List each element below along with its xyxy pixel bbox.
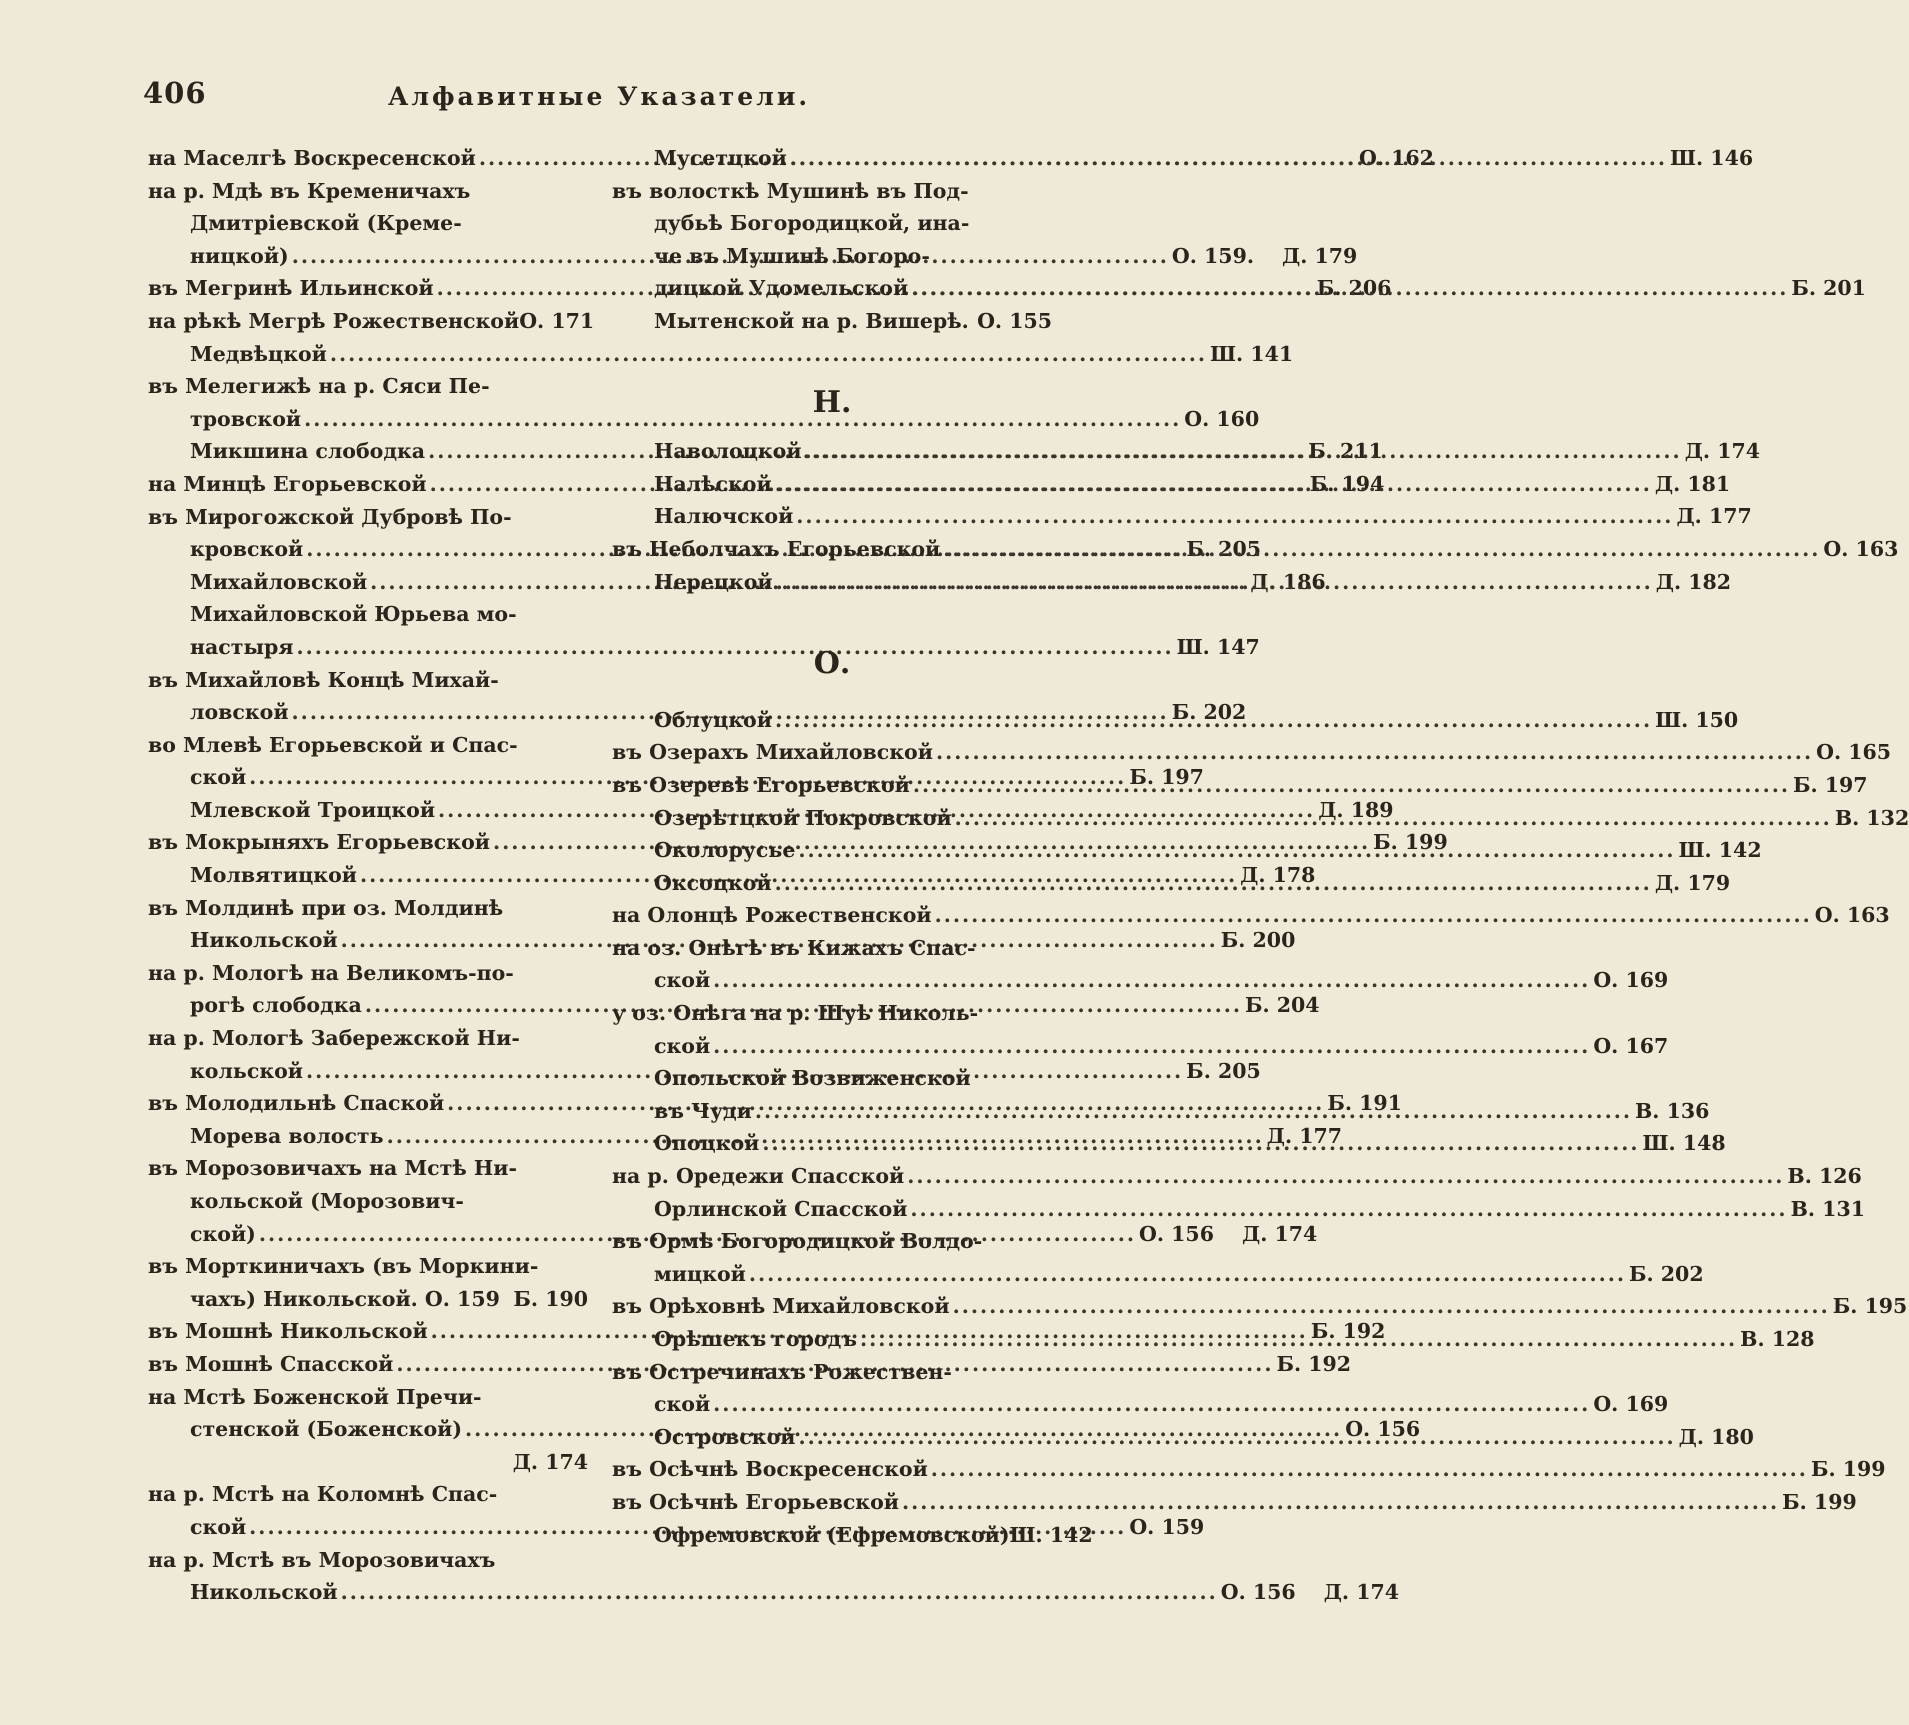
entry-text: ской <box>190 765 247 790</box>
dot-leader <box>755 1095 1632 1128</box>
dot-leader <box>790 142 1667 175</box>
entry-text: Морева волость <box>190 1123 384 1148</box>
entry-text: на р. Оредежи Спасской <box>612 1164 905 1189</box>
dot-leader <box>911 272 1788 305</box>
index-entry <box>612 1030 1669 1063</box>
entry-text: въ Мошнѣ Никольской <box>148 1319 428 1344</box>
index-entry <box>612 1519 1093 1552</box>
index-entry <box>148 338 1294 371</box>
entry-text: въ Орѣховнѣ Михайловской <box>612 1294 950 1319</box>
entry-text: Мытенской на р. Вишерѣ. <box>654 308 969 333</box>
entry-text: Михайловской Юрьева мо- <box>190 602 517 627</box>
entry-reference: В. 136 <box>1634 1098 1710 1123</box>
entry-text: въ Озерахъ Михайловской <box>612 740 933 765</box>
index-entry <box>148 957 588 990</box>
index-entry <box>612 1225 1052 1258</box>
entry-reference: Д. 178 <box>1240 863 1316 888</box>
entry-text: на Маселгѣ Воскресенской <box>148 146 476 170</box>
entry-reference-secondary: О. 159. <box>1171 243 1254 268</box>
index-entry <box>148 1250 588 1283</box>
index-entry <box>148 1185 588 1218</box>
entry-text: въ Осѣчнѣ Егорьевской <box>612 1489 899 1514</box>
dot-leader <box>749 1258 1626 1291</box>
dot-leader <box>943 533 1820 566</box>
entry-text: Никольской <box>190 1580 338 1605</box>
running-head: Алфавитные Указатели. <box>388 82 811 111</box>
dot-leader <box>860 1323 1737 1356</box>
entry-reference: Д. 174 <box>1241 1221 1318 1246</box>
entry-reference: О. 165 <box>1816 740 1892 765</box>
entry-text: Околорусье <box>654 838 796 863</box>
entry-text: на Минцѣ Егорьевской <box>148 471 427 496</box>
entry-text: въ Молодильнѣ Спаской <box>148 1091 445 1116</box>
entry-text: ской) <box>190 1221 256 1246</box>
entry-reference: Б. 197 <box>1129 765 1204 790</box>
entry-text: ской <box>190 1514 247 1539</box>
entry-text: на Мстѣ Боженской Пречи- <box>148 1384 482 1409</box>
entry-reference: Ш. 147 <box>1176 634 1260 659</box>
entry-reference: В. 126 <box>1787 1164 1862 1189</box>
entry-reference: Д. 177 <box>1676 504 1752 529</box>
entry-reference: В. 131 <box>1790 1196 1865 1221</box>
entry-text: Офремовской (Ефремовской) <box>654 1522 1010 1547</box>
index-entry <box>612 207 1052 240</box>
entry-text: Наволоцкой <box>654 439 802 464</box>
entry-text: Микшина слободка <box>190 439 426 464</box>
index-entry <box>148 207 588 240</box>
dot-leader <box>913 769 1790 802</box>
entry-reference-secondary: О. 156 <box>1220 1580 1296 1605</box>
entry-text: въ Неболчахъ Егорьевской <box>612 536 941 561</box>
index-entry <box>612 1356 1052 1389</box>
entry-reference: О. 156 <box>1345 1417 1421 1442</box>
entry-text: Михайловской <box>190 569 368 594</box>
dot-leader <box>776 566 1653 599</box>
entry-reference: В. 128 <box>1740 1327 1815 1351</box>
entry-reference: Д. 179 <box>1654 870 1731 895</box>
entry-reference: Д. 180 <box>1678 1424 1754 1449</box>
entry-text: Озерѣтцкой Покровской <box>654 805 952 830</box>
entry-text: въ Михайловѣ Концѣ Михай- <box>148 667 499 692</box>
dot-leader <box>775 704 1652 737</box>
entry-reference: Ш. 150 <box>1655 707 1739 732</box>
entry-reference: О. 163 <box>1823 536 1899 561</box>
entry-reference: Д. 177 <box>1266 1123 1343 1148</box>
entry-text: Опоцкой <box>654 1131 760 1156</box>
entry-text: Налѣской <box>654 471 772 496</box>
entry-text: Опольской Возвиженской <box>654 1066 971 1091</box>
entry-reference: Ш. 146 <box>1670 146 1754 170</box>
entry-text: Нерецкой <box>654 569 773 594</box>
dot-leader <box>805 435 1682 468</box>
entry-reference: Д. 189 <box>1318 797 1394 822</box>
entry-text: дицкой Удомельской <box>654 276 909 301</box>
index-entry <box>148 1478 588 1511</box>
index-entry <box>612 500 1752 533</box>
entry-reference: Ш. 142 <box>1678 838 1762 863</box>
entry-text: мицкой <box>654 1261 746 1286</box>
entry-reference: Б. 211 <box>1308 439 1383 464</box>
entry-text: на Олонцѣ Рожественской <box>612 903 932 928</box>
index-entry <box>612 769 1868 802</box>
entry-reference: О. 169 <box>1593 968 1669 993</box>
entry-reference: Д. 174 <box>1684 439 1760 464</box>
entry-text: Дмитріевской (Креме- <box>190 211 462 236</box>
entry-text: въ волосткѣ Мушинѣ въ Под- <box>612 178 969 203</box>
dot-leader <box>713 964 1590 997</box>
dot-leader <box>762 1127 1639 1160</box>
entry-text: на р. Мдѣ въ Кременичахъ <box>148 178 471 203</box>
entry-reference: Д. 182 <box>1655 569 1732 594</box>
dot-leader <box>796 500 1673 533</box>
entry-text: ской <box>654 1033 711 1058</box>
dot-leader <box>907 1160 1784 1193</box>
entry-reference: Б. 205 <box>1186 537 1261 562</box>
entry-reference: Б. 204 <box>1244 993 1320 1018</box>
entry-reference: Б. 206 <box>1316 276 1392 301</box>
entry-text: Млевской Троицкой <box>190 797 436 822</box>
index-entry <box>612 899 1890 932</box>
dot-leader <box>713 1030 1590 1063</box>
entry-reference-secondary: О. 156 <box>1139 1221 1214 1246</box>
entry-reference: Д. 179 <box>1281 243 1358 268</box>
index-entry <box>148 1381 588 1414</box>
entry-reference: Б. 197 <box>1792 772 1868 797</box>
dot-leader <box>902 1486 1779 1519</box>
entry-reference: Б. 199 <box>1810 1457 1886 1482</box>
index-entry <box>612 1193 1865 1226</box>
index-entry <box>148 1544 588 1577</box>
section-letter-n: Н. <box>812 385 852 421</box>
index-entry <box>612 736 1892 769</box>
entry-reference: Б. 205 <box>1186 1058 1261 1083</box>
entry-reference: Д. 174 <box>1323 1580 1399 1605</box>
entry-text: въ Молдинѣ при оз. Молдинѣ <box>148 895 504 920</box>
entry-reference: О. 155 <box>977 308 1052 333</box>
index-entry <box>148 370 588 403</box>
entry-text: на р. Мстѣ въ Морозовичахъ <box>148 1547 496 1572</box>
entry-text: въ Морозовичахъ на Мстѣ Ни- <box>148 1156 517 1181</box>
index-entry <box>148 175 588 208</box>
index-entry <box>612 1290 1908 1323</box>
dot-leader <box>341 1576 1218 1609</box>
dot-leader <box>936 736 1813 769</box>
entry-text: Орѣшекъ городъ <box>654 1327 857 1351</box>
entry-text: въ Мирогожской Дубровѣ По- <box>148 504 512 529</box>
entry-text: въ Морткиничахъ (въ Моркини- <box>148 1254 539 1279</box>
index-entry <box>612 240 1052 273</box>
entry-text: чахъ) Никольской. О. 159 <box>190 1286 500 1311</box>
entry-text: кольской <box>190 1058 304 1083</box>
entry-reference: О. 171 <box>519 308 595 333</box>
index-entry <box>612 1453 1886 1486</box>
entry-text: въ Мошнѣ Спасской <box>148 1351 394 1376</box>
index-entry <box>612 1486 1857 1519</box>
entry-reference: Б. 200 <box>1220 928 1296 953</box>
entry-reference: О. 160 <box>1184 406 1260 431</box>
entry-reference: О. 162 <box>1359 146 1434 170</box>
entry-text: кольской (Морозович- <box>190 1189 464 1213</box>
entry-text: въ Чуди <box>654 1098 752 1123</box>
index-entry <box>612 1062 1052 1095</box>
index-entry <box>612 175 1052 208</box>
dot-leader <box>775 867 1652 900</box>
entry-text: Оксоцкой <box>654 870 772 895</box>
entry-text: стенской (Боженской) <box>190 1417 463 1442</box>
index-entry <box>612 1258 1704 1291</box>
entry-reference: Д. 174 <box>512 1449 588 1474</box>
entry-reference: О. 167 <box>1593 1033 1669 1058</box>
entry-text: кровской <box>190 537 304 562</box>
entry-text: въ Ормѣ Богородицкой Волдо- <box>612 1229 983 1254</box>
index-entry <box>148 403 1260 436</box>
entry-text: Орлинской Спасской <box>654 1196 908 1221</box>
entry-reference: Ш. 141 <box>1210 341 1294 366</box>
entry-text: въ Мокрыняхъ Егорьевской <box>148 830 490 855</box>
entry-reference: Д. 186 <box>1250 569 1326 594</box>
entry-text: Мусетцкой <box>654 146 787 170</box>
entry-reference: Б. 190 <box>513 1286 588 1311</box>
entry-reference: Б. 201 <box>1791 276 1866 301</box>
index-entry <box>612 997 1052 1030</box>
page-number: 406 <box>143 76 207 110</box>
dot-leader <box>910 1193 1787 1226</box>
index-entry <box>612 964 1669 997</box>
entry-text: у оз. Онѣга на р. Шуѣ Николь- <box>612 1001 979 1026</box>
entry-text: Облуцкой <box>654 707 772 732</box>
entry-text: ской <box>654 968 711 993</box>
index-entry <box>148 305 595 338</box>
entry-text: ской <box>654 1392 711 1417</box>
entry-reference: Б. 192 <box>1276 1351 1352 1376</box>
entry-text: въ Мелегижѣ на р. Сяси Пе- <box>148 374 490 399</box>
index-entry <box>148 664 588 697</box>
entry-text: на оз. Онѣгѣ въ Кижахъ Спас- <box>612 935 976 960</box>
index-entry <box>148 1152 588 1185</box>
entry-reference: Б. 199 <box>1782 1489 1857 1514</box>
entry-reference: О. 159 <box>1129 1514 1205 1539</box>
entry-reference: О. 169 <box>1593 1392 1669 1417</box>
section-letter-o: О. <box>813 645 851 681</box>
entry-reference: Б. 191 <box>1327 1091 1402 1116</box>
entry-text: Никольской <box>190 928 338 953</box>
index-entry <box>148 631 1260 664</box>
entry-reference: Ш. 142 <box>1009 1522 1093 1547</box>
dot-leader <box>798 834 1675 867</box>
entry-reference: Ш. 148 <box>1642 1131 1726 1156</box>
entry-reference: Б. 199 <box>1373 830 1448 855</box>
dot-leader <box>931 1453 1808 1486</box>
index-entry <box>148 598 588 631</box>
dot-leader <box>953 1290 1830 1323</box>
entry-text: ницкой) <box>190 243 289 268</box>
dot-leader <box>955 802 1832 835</box>
entry-reference: Б. 195 <box>1832 1294 1908 1319</box>
entry-text: на р. Мстѣ на Коломнѣ Спас- <box>148 1482 498 1507</box>
entry-text: Молвятицкой <box>190 863 357 888</box>
entry-text: тровской <box>190 406 302 431</box>
index-entry <box>148 892 588 925</box>
dot-leader <box>775 468 1652 501</box>
index-entry <box>612 1388 1669 1421</box>
index-entry <box>148 729 588 762</box>
entry-text: Островской <box>654 1424 796 1449</box>
index-entry <box>148 501 588 534</box>
entry-text: Медвѣцкой <box>190 341 327 366</box>
entry-text: дубьѣ Богородицкой, ина- <box>654 211 970 236</box>
index-entry <box>148 1446 588 1479</box>
dot-leader <box>798 1421 1675 1454</box>
entry-text: въ Осѣчнѣ Воскресенской <box>612 1457 928 1482</box>
entry-text: ловской <box>190 700 289 725</box>
entry-text: въ Остречинахъ Рожествен- <box>612 1359 952 1384</box>
entry-text: рогѣ слободка <box>190 993 362 1018</box>
entry-reference: Б. 202 <box>1171 700 1247 725</box>
entry-text: на рѣкѣ Мегрѣ Рожественской <box>148 308 520 333</box>
entry-text: настыря <box>190 634 294 659</box>
entry-text: на р. Мологѣ Забережской Ни- <box>148 1026 520 1051</box>
index-entry <box>612 1160 1862 1193</box>
entry-text: че въ Мушинѣ Богоро- <box>654 243 930 268</box>
index-entry <box>148 1283 588 1316</box>
entry-reference: Б. 192 <box>1310 1319 1386 1344</box>
entry-text: въ Озеревѣ Егорьевской <box>612 772 910 797</box>
entry-text: на р. Мологѣ на Великомъ-по- <box>148 960 514 985</box>
index-entry <box>612 305 1052 338</box>
entry-reference: Б. 202 <box>1629 1261 1704 1286</box>
entry-text: Налючской <box>654 504 794 529</box>
index-entry <box>148 1576 1399 1609</box>
index-entry <box>148 1022 588 1055</box>
entry-text: въ Мегринѣ Ильинской <box>148 276 434 301</box>
entry-reference: В. 132 <box>1834 805 1909 830</box>
dot-leader <box>713 1388 1590 1421</box>
index-entry <box>612 932 1052 965</box>
entry-reference: Д. 181 <box>1654 471 1731 496</box>
entry-text: во Млевѣ Егорьевской и Спас- <box>148 732 518 757</box>
entry-reference: Б. 194 <box>1309 471 1385 496</box>
entry-reference: О. 163 <box>1814 903 1890 928</box>
dot-leader <box>935 899 1812 932</box>
